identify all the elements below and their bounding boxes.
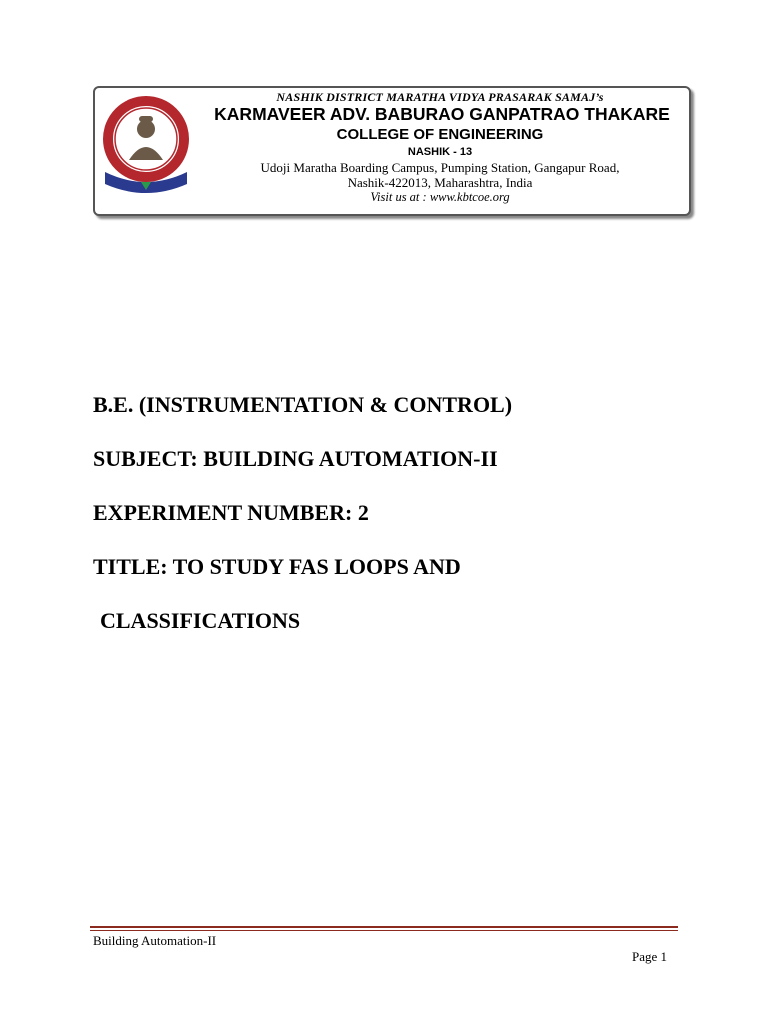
college-name-line1: KARMAVEER ADV. BABURAO GANPATRAO THAKARE [214, 104, 670, 124]
college-logo-icon [101, 94, 191, 204]
society-name: NASHIK DISTRICT MARATHA VIDYA PRASARAK SAMAJ’s [276, 90, 604, 104]
footer-divider [90, 926, 678, 931]
college-letterhead [93, 86, 691, 216]
title-line: TITLE: TO STUDY FAS LOOPS AND [93, 554, 461, 579]
subject-line: SUBJECT: BUILDING AUTOMATION-II [93, 446, 498, 471]
document-title-block [93, 392, 713, 662]
page-number: Page 1 [632, 949, 668, 964]
footer-subject: Building Automation-II [93, 933, 217, 948]
degree-line: B.E. (INSTRUMENTATION & CONTROL) [93, 392, 513, 417]
letterhead-text [190, 90, 690, 205]
college-city: NASHIK - 13 [407, 146, 473, 158]
experiment-number-line: EXPERIMENT NUMBER: 2 [93, 500, 369, 525]
title-continuation-line: CLASSIFICATIONS [100, 608, 301, 633]
college-website: Visit us at : www.kbtcoe.org [370, 190, 510, 204]
college-name-line2: COLLEGE OF ENGINEERING [336, 126, 544, 143]
college-address-line1: Udoji Maratha Boarding Campus, Pumping Station, Gangapur Road, [260, 160, 620, 175]
college-address-line2: Nashik-422013, Maharashtra, India [347, 175, 533, 190]
